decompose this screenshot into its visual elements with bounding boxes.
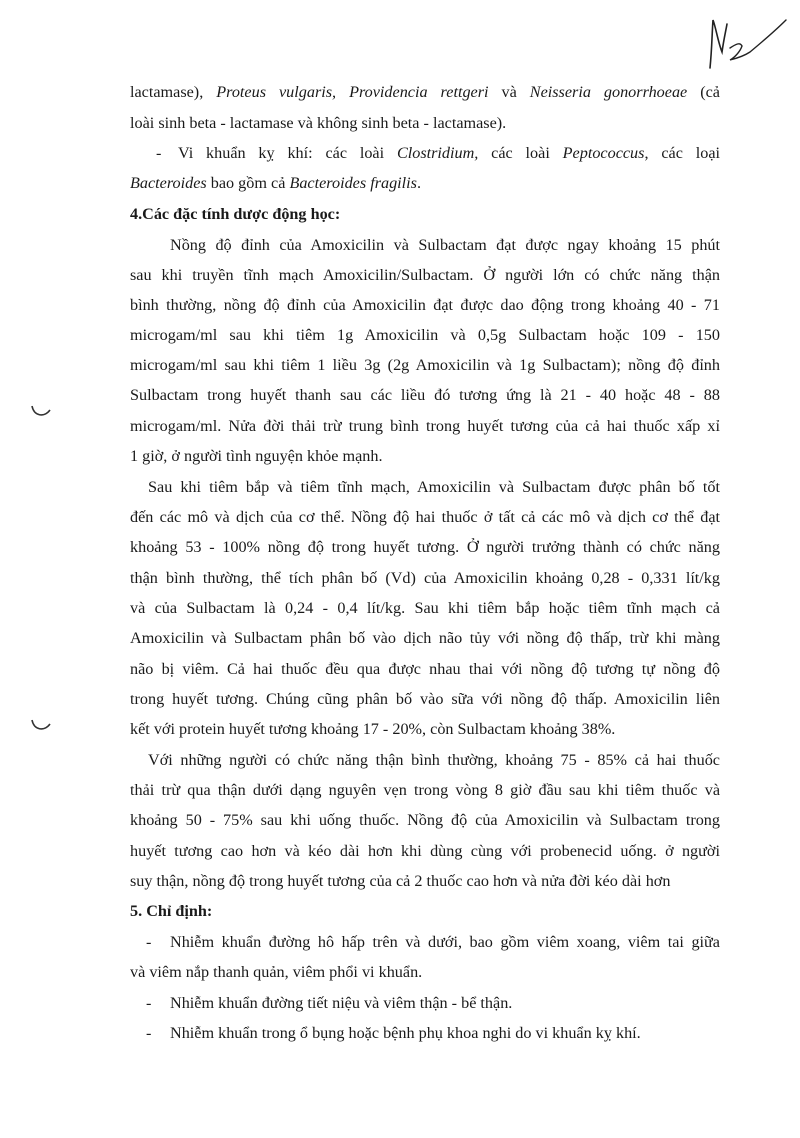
bullet-dash: - <box>146 994 152 1012</box>
text-line: loài sinh beta - lactamase và không sinh beta - lactamase). <box>130 114 507 132</box>
punch-mark-icon <box>28 716 54 736</box>
section-heading: 4.Các đặc tính dược động học: <box>130 205 341 223</box>
text-line: Với những người có chức năng thận bình thường, khoảng 75 - 85% cả hai thuốc <box>148 751 720 769</box>
text-line: 1 giờ, ở người tình nguyện khỏe mạnh. <box>130 447 383 465</box>
list-item: và viêm nắp thanh quản, viêm phổi vi khuẩn. <box>130 963 423 981</box>
text-line: lactamase), Proteus vulgaris, Providencia rettgeri và Neisseria gonorrhoeae (cả <box>130 83 720 101</box>
text-line: huyết tương cao hơn và kéo dài hơn khi dùng cùng với probenecid uống. ở người <box>130 842 720 860</box>
bullet-dash: - <box>156 144 162 162</box>
text-line: thải trừ qua thận dưới dạng nguyên vẹn trong vòng 8 giờ đầu sau khi tiêm thuốc và <box>130 781 720 799</box>
text-line: khoảng 53 - 100% nồng độ trong huyết tương. Ở người trưởng thành có chức năng <box>130 538 720 556</box>
text-line: Vi khuẩn kỵ khí: các loài Clostridium, các loài Peptococcus, các loại <box>178 144 720 162</box>
text-line: Amoxicilin và Sulbactam phân bố vào dịch não tủy với nồng độ thấp, trừ khi màng <box>130 629 720 647</box>
text-line: Nồng độ đỉnh của Amoxicilin và Sulbactam đạt được ngay khoảng 15 phút <box>170 236 720 254</box>
text-line: microgam/ml sau khi tiêm 1 liều 3g (2g Amoxicilin và 1g Sulbactam); nồng độ đỉnh <box>130 356 720 374</box>
section-heading: 5. Chỉ định: <box>130 902 213 920</box>
text-line: và của Sulbactam là 0,24 - 0,4 lít/kg. Sau khi tiêm bắp hoặc tiêm tĩnh mạch cả <box>130 599 720 617</box>
text-line: não bị viêm. Cả hai thuốc đều qua được nhau thai với nồng độ tương tự nồng độ <box>130 660 720 678</box>
text-line: khoảng 50 - 75% sau khi uống thuốc. Nồng độ của Amoxicilin và Sulbactam trong <box>130 811 720 829</box>
text-line: Bacteroides bao gồm cả Bacteroides fragilis. <box>130 174 422 192</box>
text-line: Sulbactam trong huyết thanh sau các liều đó tương ứng là 21 - 40 hoặc 48 - 88 <box>130 386 720 404</box>
text-line: bình thường, nồng độ đỉnh của Amoxicilin đạt được dao động trong khoảng 40 - 71 <box>130 296 720 314</box>
handwritten-initials <box>700 8 790 78</box>
text-line: đến các mô và dịch của cơ thể. Nồng độ hai thuốc ở tất cả các mô và dịch cơ thể đạt <box>130 508 720 526</box>
text-line: kết với protein huyết tương khoảng 17 - 20%, còn Sulbactam khoảng 38%. <box>130 720 616 738</box>
list-item: Nhiễm khuẩn trong ổ bụng hoặc bệnh phụ khoa nghi do vi khuẩn kỵ khí. <box>170 1024 641 1042</box>
bullet-dash: - <box>146 1024 152 1042</box>
text-line: Sau khi tiêm bắp và tiêm tĩnh mạch, Amoxicilin và Sulbactam được phân bố tốt <box>148 478 720 496</box>
text-line: microgam/ml sau khi tiêm 1g Amoxicilin và 0,5g Sulbactam hoặc 109 - 150 <box>130 326 720 344</box>
text-line: suy thận, nồng độ trong huyết tương của cả 2 thuốc cao hơn và nửa đời kéo dài hơn <box>130 872 671 890</box>
bullet-dash: - <box>146 933 152 951</box>
text-line: sau khi truyền tĩnh mạch Amoxicilin/Sulbactam. Ở người lớn có chức năng thận <box>130 266 720 284</box>
punch-mark-icon <box>28 402 54 422</box>
list-item: Nhiễm khuẩn đường hô hấp trên và dưới, bao gồm viêm xoang, viêm tai giữa <box>170 933 720 951</box>
text-line: microgam/ml. Nửa đời thải trừ trung bình trong huyết tương của cả hai thuốc xấp xỉ <box>130 417 720 435</box>
text-line: thận bình thường, thể tích phân bố (Vd) của Amoxicilin khoảng 0,28 - 0,331 lít/kg <box>130 569 720 587</box>
text-line: trong huyết tương. Chúng cũng phân bố vào sữa với nồng độ thấp. Amoxicilin liên <box>130 690 720 708</box>
list-item: Nhiễm khuẩn đường tiết niệu và viêm thận - bể thận. <box>170 994 513 1012</box>
